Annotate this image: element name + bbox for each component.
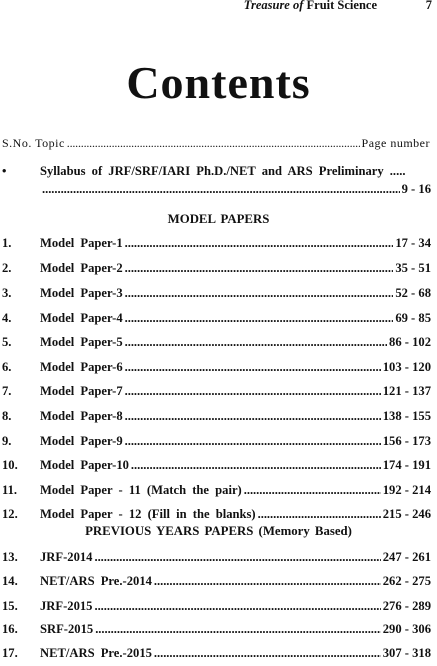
- toc-entry: [0, 622, 431, 642]
- entry-title: Model Paper - 11 (Match the pair): [40, 483, 242, 497]
- entry-number: 1.: [2, 236, 12, 250]
- syllabus-row: [0, 164, 431, 184]
- syllabus-title: Syllabus of JRF/SRF/IARI Ph.D./NET and ARS Preliminary .....: [40, 164, 406, 178]
- entry-title: NET/ARS Pre.-2014: [40, 574, 152, 588]
- column-header-left: S.No. Topic: [2, 136, 65, 150]
- toc-entry: [0, 550, 431, 570]
- syllabus-row-continued: [40, 182, 431, 197]
- entry-title: Model Paper-3: [40, 286, 123, 300]
- column-header-right: Page number: [361, 136, 430, 150]
- entry-pages: 290 - 306: [382, 622, 431, 636]
- entry-number: 13.: [2, 550, 18, 564]
- leader-dots: [125, 384, 381, 399]
- toc-entry: [0, 483, 431, 503]
- entry-title: Model Paper-6: [40, 360, 123, 374]
- toc-entry: [0, 360, 431, 380]
- entry-pages: 276 - 289: [382, 599, 431, 613]
- entry-title: Model Paper-9: [40, 434, 123, 448]
- entry-number: 2.: [2, 261, 12, 275]
- entry-pages: 138 - 155: [382, 409, 431, 423]
- entry-pages: 69 - 85: [395, 311, 431, 325]
- book-title: [244, 0, 377, 13]
- entry-number: 12.: [2, 507, 18, 521]
- entry-pages: 215 - 246: [382, 507, 431, 521]
- toc-entry: [0, 646, 431, 666]
- section-heading: MODEL PAPERS: [167, 212, 270, 226]
- toc-entry: [0, 574, 431, 594]
- leader-dots: [125, 335, 387, 350]
- entry-title: JRF-2014: [40, 550, 93, 564]
- entry-title: NET/ARS Pre.-2015: [40, 646, 152, 660]
- leader-dots: [125, 236, 394, 251]
- leader-dots: [131, 458, 381, 473]
- entry-number: 5.: [2, 335, 12, 349]
- leader-dots: [125, 409, 381, 424]
- entry-pages: 247 - 261: [382, 550, 431, 564]
- entry-title: Model Paper-1: [40, 236, 123, 250]
- entry-title: JRF-2015: [40, 599, 93, 613]
- leader-dots: [244, 483, 381, 498]
- entry-pages: 103 - 120: [382, 360, 431, 374]
- book-title-italic: Treasure of: [243, 0, 304, 12]
- entry-number: 7.: [2, 384, 12, 398]
- page-number: 7: [425, 0, 432, 12]
- leader-dots: [125, 286, 394, 301]
- leader-dots: [258, 507, 381, 522]
- leader-dots: [67, 136, 360, 151]
- entry-number: 16.: [2, 622, 18, 636]
- toc-entry: [0, 261, 431, 281]
- book-title-rest: Fruit Science: [306, 0, 377, 12]
- column-header: [2, 136, 430, 151]
- toc-entry: [0, 434, 431, 454]
- toc-entry: [0, 236, 431, 256]
- entry-number: 11.: [2, 483, 18, 497]
- leader-dots: [42, 182, 400, 197]
- entry-pages: 52 - 68: [395, 286, 431, 300]
- entry-title: Model Paper-10: [40, 458, 129, 472]
- entry-title: Model Paper - 12 (Fill in the blanks): [40, 507, 256, 521]
- leader-dots: [94, 550, 380, 565]
- leader-dots: [125, 360, 381, 375]
- bullet: •: [2, 164, 7, 178]
- entry-title: Model Paper-2: [40, 261, 123, 275]
- toc-entry: [0, 409, 431, 429]
- entry-number: 4.: [2, 311, 12, 325]
- leader-dots: [125, 434, 381, 449]
- toc-entry: [0, 458, 431, 478]
- entry-pages: 192 - 214: [382, 483, 431, 497]
- entry-pages: 35 - 51: [395, 261, 431, 275]
- entry-number: 3.: [2, 286, 12, 300]
- leader-dots: [95, 622, 381, 637]
- syllabus-pages: 9 - 16: [401, 182, 431, 196]
- entry-number: 15.: [2, 599, 18, 613]
- entry-pages: 121 - 137: [382, 384, 431, 398]
- entry-number: 10.: [2, 458, 18, 472]
- entry-title: SRF-2015: [40, 622, 94, 636]
- entry-pages: 86 - 102: [389, 335, 431, 349]
- leader-dots: [125, 261, 394, 276]
- page-title: Contents: [126, 57, 311, 108]
- section-heading: PREVIOUS YEARS PAPERS (Memory Based): [85, 524, 352, 538]
- entry-title: Model Paper-5: [40, 335, 123, 349]
- entry-pages: 156 - 173: [382, 434, 431, 448]
- leader-dots: [94, 599, 380, 614]
- entry-number: 6.: [2, 360, 12, 374]
- entry-number: 17.: [2, 646, 18, 660]
- entry-title: Model Paper-7: [40, 384, 123, 398]
- toc-entry: [0, 599, 431, 619]
- entry-title: Model Paper-4: [40, 311, 123, 325]
- toc-entry: [0, 311, 431, 331]
- entry-title: Model Paper-8: [40, 409, 123, 423]
- leader-dots: [125, 311, 394, 326]
- entry-number: 14.: [2, 574, 18, 588]
- toc-entry: [0, 286, 431, 306]
- entry-pages: 17 - 34: [395, 236, 431, 250]
- leader-dots: [154, 646, 381, 661]
- entry-number: 8.: [2, 409, 12, 423]
- entry-number: 9.: [2, 434, 12, 448]
- entry-pages: 174 - 191: [382, 458, 431, 472]
- entry-pages: 262 - 275: [382, 574, 431, 588]
- leader-dots: [154, 574, 381, 589]
- entry-pages: 307 - 318: [382, 646, 431, 660]
- toc-entry: [0, 384, 431, 404]
- toc-entry: [0, 335, 431, 355]
- running-header: [0, 0, 437, 14]
